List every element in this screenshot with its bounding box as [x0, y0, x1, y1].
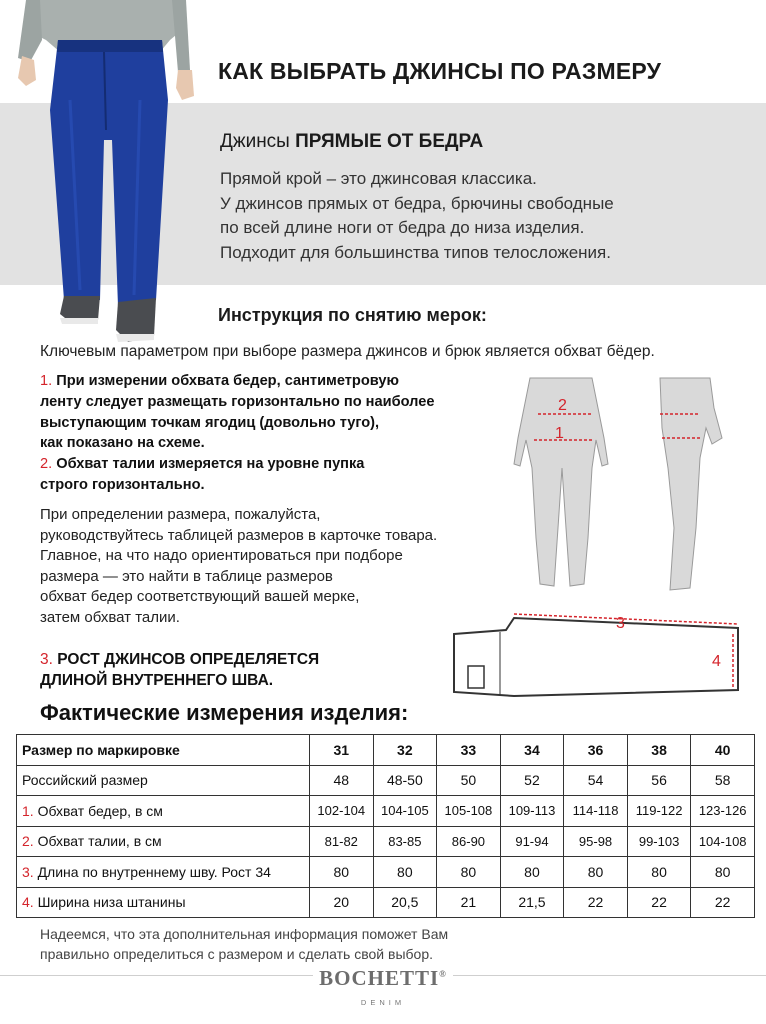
size-header: 33: [437, 735, 501, 766]
body-measurement-diagram: [500, 378, 740, 598]
table-cell: 80: [691, 857, 755, 888]
footer-note-line: правильно определиться с размером и сделать свой выбор.: [40, 946, 433, 962]
row-label-text: Российский размер: [22, 772, 148, 789]
size-header: 34: [500, 735, 564, 766]
row-label: [17, 887, 310, 918]
description-line: Прямой крой – это джинсовая классика.: [220, 169, 537, 188]
table-cell: 48: [310, 765, 374, 796]
table-cell: 119-122: [627, 796, 691, 827]
size-table: [16, 734, 755, 918]
table-cell: 22: [564, 887, 628, 918]
step-number: 2.: [40, 456, 53, 473]
inseam-note: [40, 650, 319, 691]
jeans-description: [220, 167, 614, 265]
table-cell: 20,5: [373, 887, 437, 918]
table-cell: 81-82: [310, 826, 374, 857]
table-cell: 48-50: [373, 765, 437, 796]
row-label-text: Длина по внутреннему шву. Рост 34: [33, 863, 271, 880]
step-text: ДЛИНОЙ ВНУТРЕННЕГО ШВА.: [40, 671, 274, 689]
footer-note-line: Надеемся, что эта дополнительная информация поможет Вам: [40, 926, 449, 942]
table-cell: 80: [373, 857, 437, 888]
guidance-paragraph: [40, 505, 437, 629]
step-text: выступающим точкам ягодиц (довольно туго),: [40, 414, 380, 431]
table-cell: 80: [627, 857, 691, 888]
table-cell: 54: [564, 765, 628, 796]
paragraph-line: При определении размера, пожалуйста,: [40, 506, 321, 523]
size-header: 31: [310, 735, 374, 766]
paragraph-line: Главное, на что надо ориентироваться при подборе: [40, 547, 403, 565]
jeans-type-subtitle: [220, 131, 483, 153]
size-header: 38: [627, 735, 691, 766]
row-label: [17, 765, 310, 796]
row-label: [17, 857, 310, 888]
paragraph-line: затем обхват талии.: [40, 608, 180, 626]
table-cell: 21: [437, 887, 501, 918]
table-cell: 80: [500, 857, 564, 888]
measure-label-4: 4: [712, 653, 721, 670]
step-text: Обхват талии измеряется на уровне пупка: [56, 456, 365, 473]
row-label-text: Ширина низа штанины: [33, 894, 186, 911]
trouser-leg-diagram: [450, 610, 750, 705]
registered-mark: ®: [439, 969, 447, 979]
measure-label-3: 3: [616, 615, 625, 632]
step-text: При измерении обхвата бедер, сантиметровую: [56, 373, 399, 389]
table-cell: 80: [437, 857, 501, 888]
brand-name: BOCHETTI: [319, 966, 440, 990]
table-cell: 123-126: [691, 796, 755, 827]
header-label: Размер по маркировке: [17, 735, 310, 766]
table-header-row: [17, 735, 755, 766]
table-cell: 50: [437, 765, 501, 796]
table-cell: 95-98: [564, 826, 628, 857]
subtitle-prefix: Джинсы: [220, 131, 296, 152]
step-text: ленту следует размещать горизонтально по наиболее: [40, 393, 435, 410]
table-cell: 109-113: [500, 796, 564, 827]
row-number: 2.: [22, 833, 34, 850]
footer-note: [40, 924, 448, 964]
table-cell: 52: [500, 765, 564, 796]
table-row: [17, 857, 755, 888]
table-cell: 102-104: [310, 796, 374, 827]
page-title: КАК ВЫБРАТЬ ДЖИНСЫ ПО РАЗМЕРУ: [218, 58, 662, 84]
row-label-text: Обхват бедер, в см: [33, 802, 163, 819]
table-cell: 83-85: [373, 826, 437, 857]
step-number: 3.: [40, 651, 53, 668]
table-cell: 56: [627, 765, 691, 796]
size-header: 36: [564, 735, 628, 766]
instructions-title: Инструкция по снятию мерок:: [218, 305, 487, 325]
row-label-text: Обхват талии, в см: [33, 833, 162, 850]
measure-label-1: 1: [555, 425, 564, 442]
table-cell: 22: [627, 887, 691, 918]
step-text: строго горизонтально.: [40, 476, 205, 493]
description-line: У джинсов прямых от бедра, брючины свободные: [220, 193, 614, 213]
subtitle-bold: ПРЯМЫЕ ОТ БЕДРА: [295, 131, 484, 152]
table-cell: 91-94: [500, 826, 564, 857]
table-cell: 22: [691, 887, 755, 918]
table-title: Фактические измерения изделия:: [40, 700, 409, 725]
paragraph-line: руководствуйтесь таблицей размеров в карточке товара.: [40, 526, 438, 544]
row-number: 1.: [22, 802, 34, 819]
brand-subtitle: DENIM: [360, 998, 406, 1007]
step-number: 1.: [40, 373, 53, 389]
table-cell: 80: [310, 857, 374, 888]
model-illustration: [0, 0, 200, 345]
row-number: 4.: [22, 894, 34, 911]
table-row: [17, 796, 755, 827]
step-text: РОСТ ДЖИНСОВ ОПРЕДЕЛЯЕТСЯ: [57, 651, 320, 668]
table-cell: 20: [310, 887, 374, 918]
table-cell: 80: [564, 857, 628, 888]
table-cell: 114-118: [564, 796, 628, 827]
table-row: [17, 887, 755, 918]
size-header: 32: [373, 735, 437, 766]
measure-label-2: 2: [558, 397, 567, 414]
brand-logo: [0, 966, 766, 991]
measurement-steps: [40, 371, 434, 496]
table-cell: 58: [691, 765, 755, 796]
row-label: [17, 826, 310, 857]
table-row: [17, 826, 755, 857]
table-cell: 104-108: [691, 826, 755, 857]
table-cell: 105-108: [437, 796, 501, 827]
step-text: как показано на схеме.: [40, 435, 205, 452]
paragraph-line: размера — это найти в таблице размеров: [40, 567, 333, 585]
table-cell: 104-105: [373, 796, 437, 827]
table-cell: 86-90: [437, 826, 501, 857]
key-parameter-text: Ключевым параметром при выборе размера джинсов и брюк является обхват бёдер.: [40, 343, 655, 360]
row-label: [17, 796, 310, 827]
table-cell: 99-103: [627, 826, 691, 857]
row-number: 3.: [22, 863, 34, 880]
description-line: по всей длине ноги от бедра до низа изделия.: [220, 218, 585, 237]
paragraph-line: обхват бедер соответствующий вашей мерке,: [40, 588, 360, 606]
table-cell: 21,5: [500, 887, 564, 918]
table-row: [17, 765, 755, 796]
size-header: 40: [691, 735, 755, 766]
description-line: Подходит для большинства типов телосложения.: [220, 242, 611, 262]
